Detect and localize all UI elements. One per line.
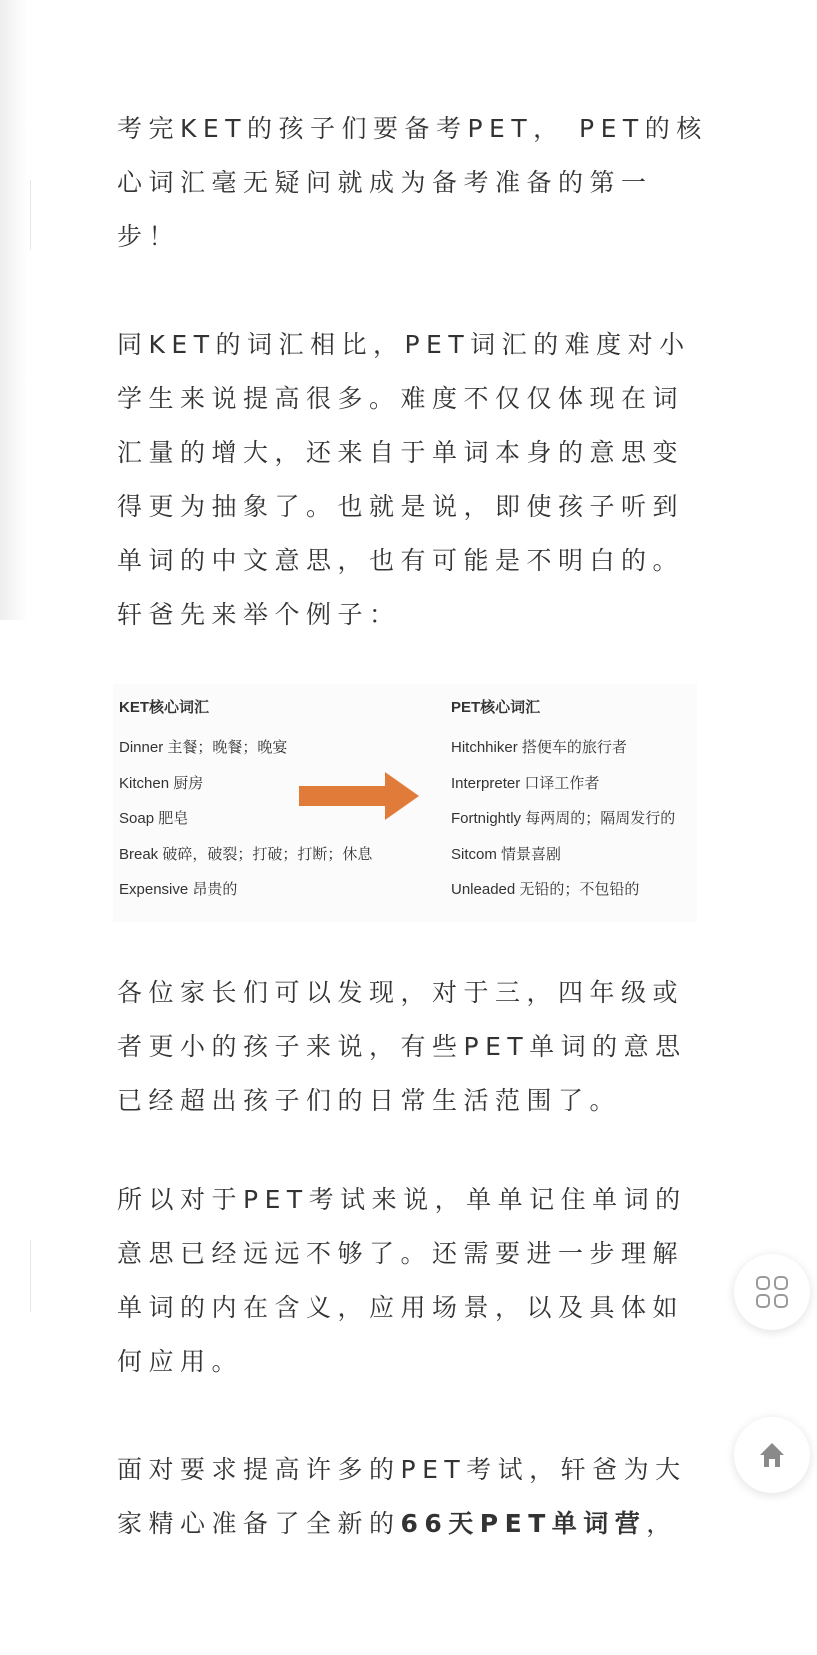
pet-item: Sitcom 情景喜剧 bbox=[451, 845, 562, 863]
text-line: 同KET的词汇相比，PET词汇的难度对小 bbox=[117, 330, 691, 359]
paragraph-4 bbox=[117, 1173, 707, 1389]
text-line: 单词的内在含义，应用场景，以及具体如 bbox=[117, 1293, 685, 1322]
text-line: 心词汇毫无疑问就成为备考准备的第一 bbox=[117, 168, 653, 197]
text-line: 单词的中文意思，也有可能是不明白的。 bbox=[117, 546, 685, 575]
text-line: 所以对于PET考试来说，单单记住单词的 bbox=[117, 1185, 687, 1214]
pet-column bbox=[451, 696, 675, 914]
pet-title: PET核心词汇 bbox=[451, 699, 541, 716]
pet-item: Unleaded 无铅的；不包铅的 bbox=[451, 881, 640, 898]
left-edge-shadow bbox=[0, 0, 28, 620]
paragraph-3 bbox=[117, 966, 707, 1128]
paragraph-1 bbox=[117, 102, 707, 264]
ket-title: KET核心词汇 bbox=[119, 699, 210, 716]
vocabulary-comparison-image bbox=[113, 684, 697, 922]
divider bbox=[30, 180, 31, 250]
text-line: 轩爸先来举个例子： bbox=[117, 600, 401, 629]
menu-button[interactable] bbox=[734, 1254, 810, 1330]
text-line: 得更为抽象了。也就是说，即使孩子听到 bbox=[117, 492, 685, 521]
home-icon bbox=[758, 1441, 786, 1469]
text-line: 步！ bbox=[117, 222, 181, 251]
text-line: 已经超出孩子们的日常生活范围了。 bbox=[117, 1086, 622, 1115]
pet-item: Interpreter 口译工作者 bbox=[451, 774, 600, 792]
home-button[interactable] bbox=[734, 1417, 810, 1493]
text-line: 学生来说提高很多。难度不仅仅体现在词 bbox=[117, 384, 685, 413]
text-line bbox=[117, 1497, 707, 1551]
text-line: 面对要求提高许多的PET考试，轩爸为大 bbox=[117, 1455, 687, 1484]
pet-item: Hitchhiker 搭便车的旅行者 bbox=[451, 739, 627, 756]
arrow-right-icon bbox=[299, 772, 421, 822]
paragraph-2 bbox=[117, 318, 707, 642]
text-span: ， bbox=[646, 1509, 678, 1538]
text-line: 考完KET的孩子们要备考PET， PET的核 bbox=[117, 114, 708, 143]
grid-icon bbox=[755, 1275, 789, 1309]
pet-item: Fortnightly 每两周的；隔周发行的 bbox=[451, 810, 676, 827]
ket-item: Soap 肥皂 bbox=[119, 810, 189, 827]
ket-item: Dinner 主餐；晚餐；晚宴 bbox=[119, 739, 288, 756]
text-line: 意思已经远远不够了。还需要进一步理解 bbox=[117, 1239, 685, 1268]
text-line: 各位家长们可以发现，对于三，四年级或 bbox=[117, 978, 685, 1007]
ket-item: Kitchen 厨房 bbox=[119, 774, 204, 792]
text-line: 汇量的增大，还来自于单词本身的意思变 bbox=[117, 438, 685, 467]
divider bbox=[30, 1240, 31, 1312]
ket-item: Expensive 昂贵的 bbox=[119, 881, 238, 898]
paragraph-5 bbox=[117, 1443, 707, 1551]
text-line: 何应用。 bbox=[117, 1347, 244, 1376]
highlight-text: 66天PET单词营 bbox=[400, 1509, 647, 1538]
text-span: 家精心准备了全新的 bbox=[117, 1509, 401, 1538]
text-line: 者更小的孩子来说，有些PET单词的意思 bbox=[117, 1032, 687, 1061]
ket-item: Break 破碎，破裂；打破；打断；休息 bbox=[119, 845, 373, 863]
